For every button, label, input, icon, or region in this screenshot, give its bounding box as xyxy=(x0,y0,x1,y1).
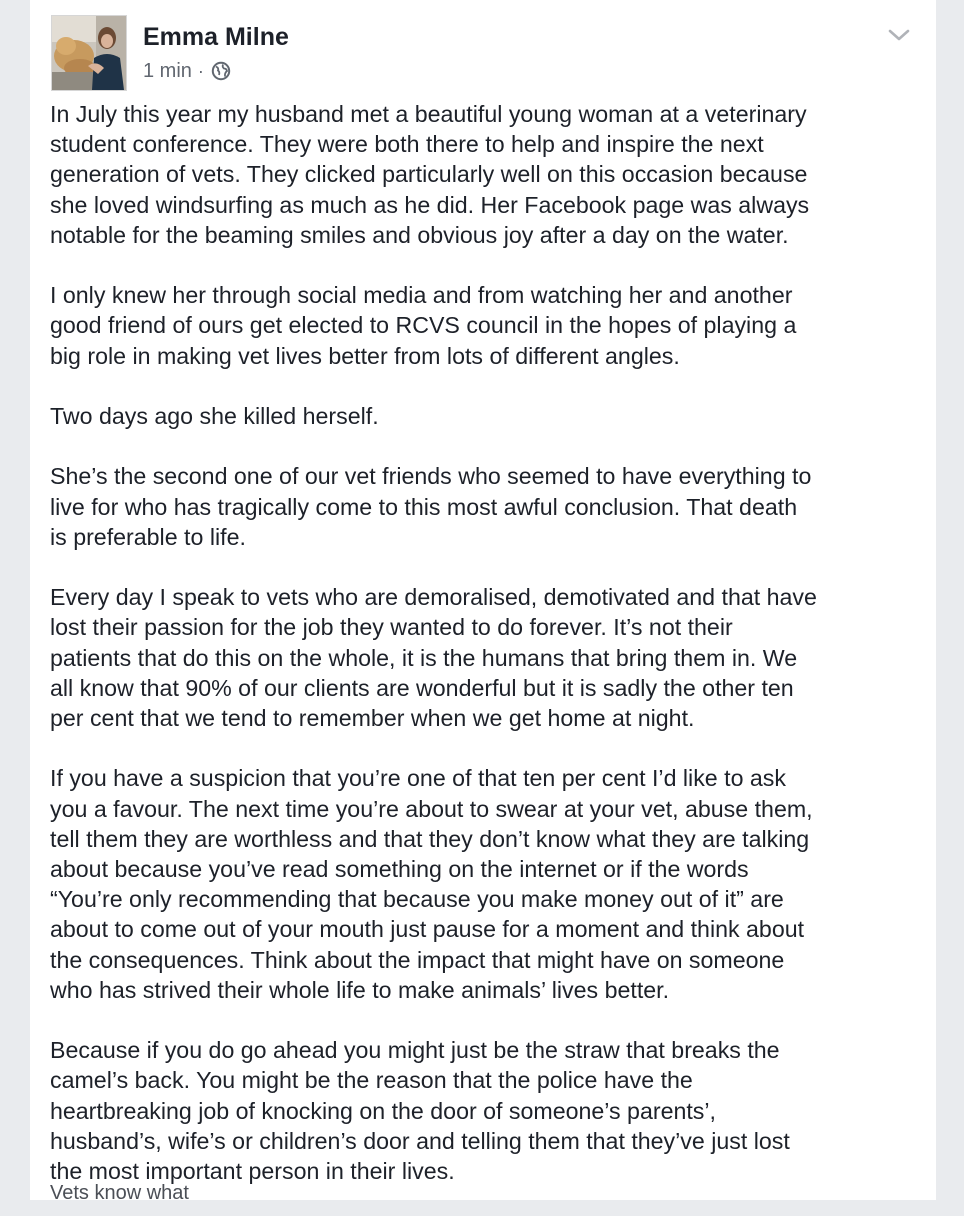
post-text-line: “You’re only recommending that because you make money out of it” are xyxy=(50,886,784,913)
post-text-line: all know that 90% of our clients are wonderful but it is sadly the other ten xyxy=(50,674,794,701)
post-text-line: lost their passion for the job they wanted to do forever. It’s not their xyxy=(50,614,733,641)
avatar[interactable] xyxy=(51,15,127,91)
post-text-line: camel’s back. You might be the reason that the police have the xyxy=(50,1067,693,1094)
chevron-down-icon[interactable] xyxy=(888,28,910,42)
post-paragraph xyxy=(50,401,916,431)
post-text-line: big role in making vet lives better from lots of different angles. xyxy=(50,342,680,369)
post-text-line: patients that do this on the whole, it is the humans that bring them in. We xyxy=(50,644,798,671)
post-paragraph xyxy=(50,280,916,371)
post-meta xyxy=(143,56,231,86)
post-text-line: is preferable to life. xyxy=(50,523,246,550)
post-text-line: live for who has tragically come to this most awful conclusion. That death xyxy=(50,493,798,520)
post-text-line: she loved windsurfing as much as he did. Her Facebook page was always xyxy=(50,191,810,218)
post-text-line: In July this year my husband met a beautiful young woman at a veterinary xyxy=(50,101,807,127)
post-text-line: about because you’ve read something on the internet or if the words xyxy=(50,856,749,882)
globe-icon xyxy=(211,61,231,81)
cutoff-text: Vets know what xyxy=(50,1182,189,1204)
post-text-line: the consequences. Think about the impact that might have on someone xyxy=(50,946,785,973)
post-header xyxy=(50,14,916,94)
avatar-photo xyxy=(52,16,126,90)
post-text-line: good friend of ours get elected to RCVS council in the hopes of playing a xyxy=(50,312,797,339)
facebook-post-card xyxy=(30,0,936,1204)
post-text-line: you a favour. The next time you’re about to swear at your vet, abuse them, xyxy=(50,795,813,822)
post-text-line: about to come out of your mouth just pause for a moment and think about xyxy=(50,916,805,943)
post-paragraph xyxy=(50,99,916,250)
post-paragraph xyxy=(50,1035,916,1186)
post-text-line: per cent that we tend to remember when we get home at night. xyxy=(50,705,695,731)
post-text-line: Every day I speak to vets who are demoralised, demotivated and that have xyxy=(50,584,817,611)
post-text-line: If you have a suspicion that you’re one of that ten per cent I’d like to ask xyxy=(50,765,786,792)
post-text-line: She’s the second one of our vet friends who seemed to have everything to xyxy=(50,463,812,490)
post-text-line: student conference. They were both there to help and inspire the next xyxy=(50,131,764,158)
author-name[interactable]: Emma Milne xyxy=(143,23,289,51)
post-body xyxy=(50,99,916,1216)
meta-separator: · xyxy=(197,60,204,81)
post-timestamp[interactable]: 1 min xyxy=(143,59,192,82)
post-paragraph xyxy=(50,461,916,552)
post-text-line: I only knew her through social media and from watching her and another xyxy=(50,282,793,309)
post-text-line: Two days ago she killed herself. xyxy=(50,403,379,429)
post-paragraph xyxy=(50,763,916,1005)
post-text-line: tell them they are worthless and that they don’t know what they are talking xyxy=(50,825,810,852)
post-text-line: the most important person in their lives. xyxy=(50,1158,455,1185)
post-text-line: notable for the beaming smiles and obvious joy after a day on the water. xyxy=(50,221,789,248)
post-text-line: generation of vets. They clicked particularly well on this occasion because xyxy=(50,161,808,188)
post-text-line: husband’s, wife’s or children’s door and telling them that they’ve just lost xyxy=(50,1127,790,1154)
post-text-line: Because if you do go ahead you might just be the straw that breaks the xyxy=(50,1037,780,1064)
post-text-line: heartbreaking job of knocking on the door of someone’s parents’, xyxy=(50,1097,716,1124)
post-text-line: who has strived their whole life to make animals’ lives better. xyxy=(50,976,670,1003)
post-paragraph xyxy=(50,582,916,733)
cutoff-text-line xyxy=(50,1182,230,1204)
